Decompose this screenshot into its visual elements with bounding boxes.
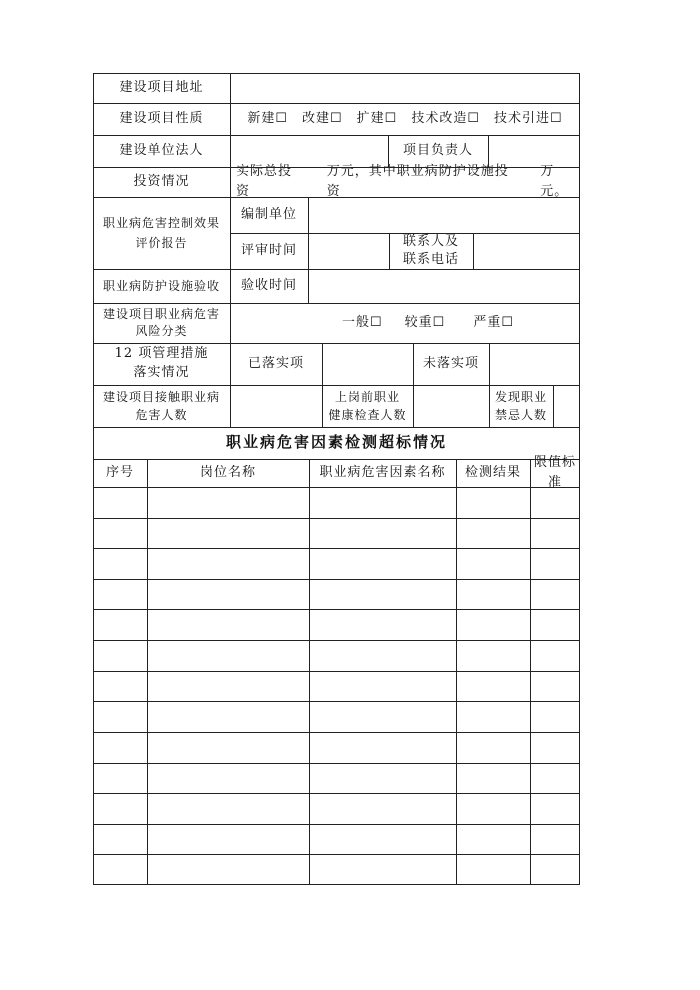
risk-option-severe[interactable]: 严重☐: [473, 314, 514, 330]
checkbox-icon[interactable]: ☐: [432, 314, 446, 330]
management-measures-label: 12 项管理措施 落实情况: [114, 346, 209, 380]
review-time-label: 评审时间: [240, 242, 297, 258]
checkbox-icon[interactable]: ☐: [550, 110, 563, 126]
unimplemented-items-label: 未落实项: [422, 355, 479, 371]
nature-option-tech-import[interactable]: 技术引进☐: [494, 110, 563, 126]
col-header-index: 序号: [105, 464, 134, 480]
nature-label: 建设项目性质: [119, 110, 204, 126]
risk-option-serious[interactable]: 较重☐: [404, 314, 446, 330]
occupational-hazard-form: [93, 73, 580, 885]
checkbox-icon[interactable]: ☐: [370, 314, 383, 330]
checkbox-icon[interactable]: ☐: [275, 110, 288, 126]
checkbox-icon[interactable]: ☐: [501, 314, 514, 330]
outer-border: [94, 74, 580, 885]
acceptance-time-label: 验收时间: [240, 277, 297, 293]
nature-option-rebuild[interactable]: 改建☐: [301, 110, 343, 126]
form-grid-lines: [93, 73, 580, 885]
exposed-workers-label: 建设项目接触职业病 危害人数: [102, 390, 220, 422]
nature-option-expand[interactable]: 扩建☐: [356, 110, 398, 126]
pre-job-exam-label: 上岗前职业 健康检查人数: [328, 390, 407, 422]
contraindication-label: 发现职业 禁忌人数: [494, 390, 547, 422]
acceptance-label: 职业病防护设施验收: [102, 278, 220, 293]
col-header-post-name: 岗位名称: [199, 464, 256, 480]
contact-label: 联系人及 联系电话: [402, 234, 459, 267]
implemented-items-label: 已落实项: [247, 355, 304, 371]
risk-classification-label: 建设项目职业病危害 风险分类: [102, 306, 220, 338]
compiling-unit-label: 编制单位: [240, 206, 297, 222]
evaluation-report-label: 职业病危害控制效果 评价报告: [102, 215, 220, 250]
nature-option-tech-upgrade[interactable]: 技术改造☐: [411, 110, 480, 126]
investment-text: 实际总投资 万元，其中职业病防护设施投资 万元。: [236, 163, 569, 199]
investment-label: 投资情况: [133, 173, 190, 189]
col-header-limit-standard: 限值标准: [533, 454, 576, 490]
legal-person-label: 建设单位法人: [119, 142, 204, 158]
exceed-section-title: 职业病危害因素检测超标情况: [225, 433, 447, 452]
risk-option-general[interactable]: 一般☐: [341, 314, 383, 330]
checkbox-icon[interactable]: ☐: [467, 110, 480, 126]
col-header-test-result: 检测结果: [464, 464, 521, 480]
col-header-hazard-factor: 职业病危害因素名称: [319, 464, 446, 480]
address-label: 建设项目地址: [119, 79, 204, 95]
checkbox-icon[interactable]: ☐: [330, 110, 343, 126]
checkbox-icon[interactable]: ☐: [384, 110, 398, 126]
nature-option-new[interactable]: 新建☐: [247, 110, 288, 126]
project-manager-label: 项目负责人: [402, 142, 473, 158]
